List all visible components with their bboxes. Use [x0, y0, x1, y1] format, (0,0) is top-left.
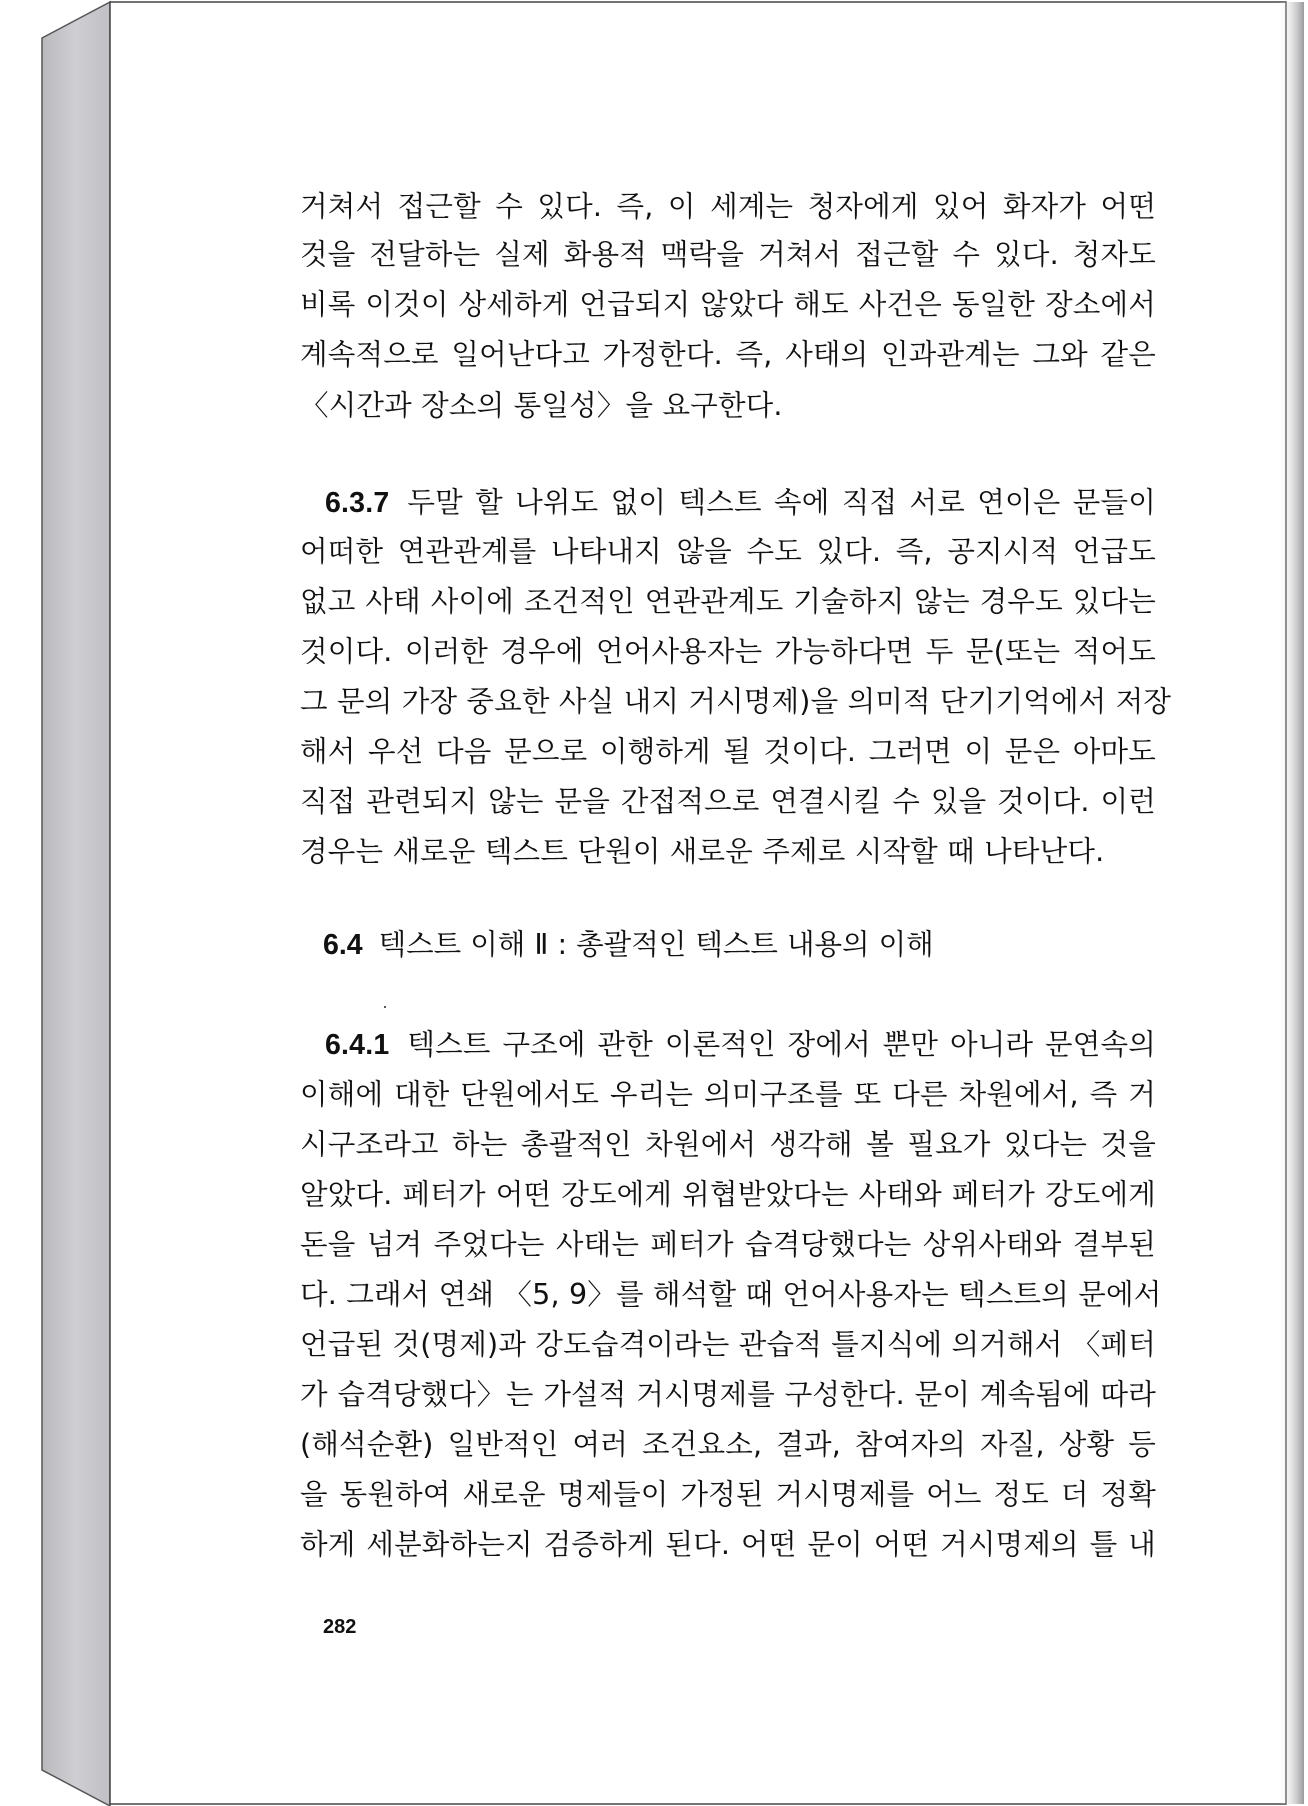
text-line: 돈을 넘겨 주었다는 사태는 페터가 습격당했다는 상위사태와 결부된	[300, 1228, 1156, 1261]
text-line: 알았다. 페터가 어떤 강도에게 위협받았다는 사태와 페터가 강도에게	[300, 1178, 1156, 1211]
text-line: 경우는 새로운 텍스트 단원이 새로운 주제로 시작할 때 나타난다.	[300, 835, 1105, 868]
text-line: 직접 관련되지 않는 문을 간접적으로 연결시킬 수 있을 것이다. 이런	[300, 785, 1156, 818]
text-line: 언급된 것(명제)과 강도습격이라는 관습적 틀지식에 의거해서 〈페터	[300, 1328, 1156, 1361]
text-line: 것이다. 이러한 경우에 언어사용자는 가능하다면 두 문(또는 적어도	[300, 635, 1156, 668]
heading-title: 텍스트 이해 Ⅱ : 총괄적인 텍스트 내용의 이해	[378, 928, 934, 961]
section-641-first-line	[325, 1022, 1156, 1068]
scan-speck	[384, 1006, 386, 1008]
text-line: 비록 이것이 상세하게 언급되지 않았다 해도 사건은 동일한 장소에서	[300, 288, 1156, 321]
text-line: 〈시간과 장소의 통일성〉을 요구한다.	[300, 389, 783, 422]
text-line: 것을 전달하는 실제 화용적 맥락을 거쳐서 접근할 수 있다. 청자도	[300, 238, 1156, 271]
page-right-shadow	[1278, 2, 1304, 1804]
text-line: 다. 그래서 연쇄 〈5, 9〉를 해석할 때 언어사용자는 텍스트의 문에서	[300, 1278, 1162, 1311]
book-spine	[42, 2, 110, 1806]
section-heading	[323, 922, 1123, 968]
text-line: 없고 사태 사이에 조건적인 연관관계도 기술하지 않는 경우도 있다는	[300, 585, 1156, 618]
text-line: 계속적으로 일어난다고 가정한다. 즉, 사태의 인과관계는 그와 같은	[300, 338, 1156, 371]
text-line: 그 문의 가장 중요한 사실 내지 거시명제)을 의미적 단기기억에서 저장	[300, 685, 1172, 718]
text-line: 두말 할 나위도 없이 텍스트 속에 직접 서로 연이은 문들이	[407, 486, 1156, 519]
text-line: 가 습격당했다〉는 가설적 거시명제를 구성한다. 문이 계속됨에 따라	[300, 1378, 1156, 1411]
section-number: 6.4.1	[325, 1029, 390, 1061]
text-line: 거쳐서 접근할 수 있다. 즉, 이 세계는 청자에게 있어 화자가 어떤	[300, 190, 1156, 223]
heading-number: 6.4	[323, 929, 363, 961]
text-line: 해서 우선 다음 문으로 이행하게 될 것이다. 그러면 이 문은 아마도	[300, 735, 1156, 768]
text-line: 을 동원하여 새로운 명제들이 가정된 거시명제를 어느 정도 더 정확	[300, 1478, 1156, 1511]
text-line: 시구조라고 하는 총괄적인 차원에서 생각해 볼 필요가 있다는 것을	[300, 1128, 1156, 1161]
text-line: 하게 세분화하는지 검증하게 된다. 어떤 문이 어떤 거시명제의 틀 내	[300, 1528, 1156, 1561]
text-line: 어떠한 연관관계를 나타내지 않을 수도 있다. 즉, 공지시적 언급도	[300, 535, 1156, 568]
section-637-first-line	[325, 480, 1156, 526]
book-page	[110, 0, 1278, 1806]
section-number: 6.3.7	[325, 487, 390, 519]
text-line: 이해에 대한 단원에서도 우리는 의미구조를 또 다른 차원에서, 즉 거	[300, 1078, 1156, 1111]
page-number: 282	[323, 1616, 357, 1638]
text-line: 텍스트 구조에 관한 이론적인 장에서 뿐만 아니라 문연속의	[407, 1028, 1156, 1061]
text-line: (해석순환) 일반적인 여러 조건요소, 결과, 참여자의 자질, 상황 등	[300, 1428, 1156, 1461]
